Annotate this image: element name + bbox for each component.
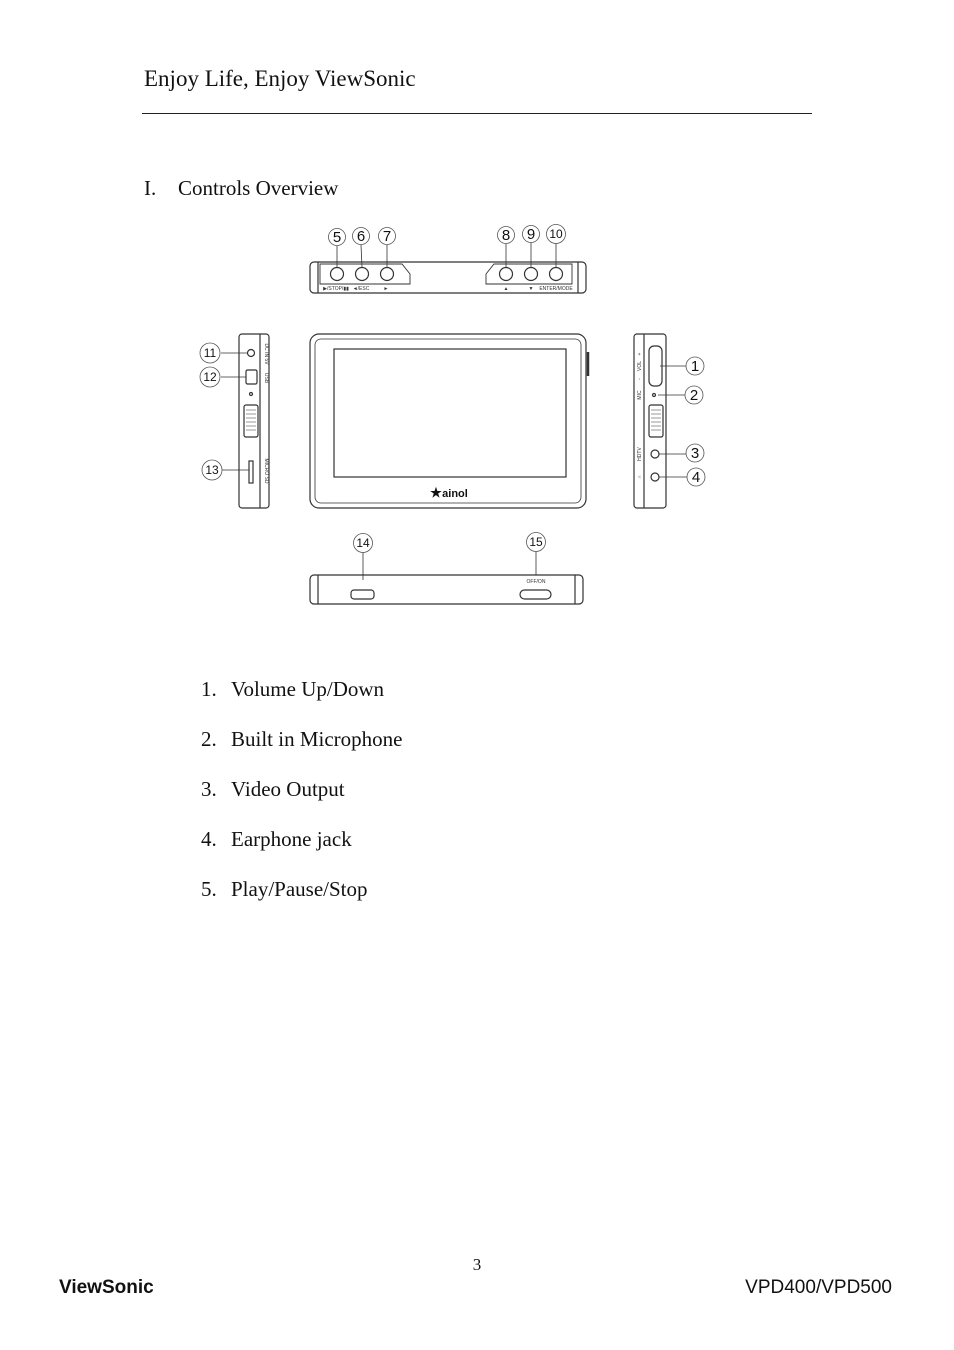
label-micro-sd: MICRO SD (263, 458, 269, 484)
callout-6: 6 (356, 228, 366, 245)
label-hdtv: HDTV (637, 447, 643, 461)
callout-12: 12 (203, 370, 217, 384)
microphone-hole (653, 394, 656, 397)
callout-5: 5 (332, 229, 342, 246)
callout-13: 13 (205, 463, 219, 477)
label-usb: USB (263, 372, 269, 384)
callout-1: 1 (690, 358, 700, 375)
list-item-text: Volume Up/Down (231, 677, 385, 701)
callout-3: 3 (690, 445, 700, 462)
label-down: ▼ (528, 286, 534, 292)
callout-11: 11 (203, 346, 217, 360)
lanyard-hole (351, 590, 374, 599)
list-item-number: 3. (201, 777, 217, 801)
callout-14: 14 (356, 536, 370, 550)
callout-7: 7 (382, 228, 392, 245)
back-esc-button (356, 268, 369, 281)
label-up: ▲ (503, 286, 509, 292)
list-item-text: Built in Microphone (231, 727, 403, 751)
label-off-on: OFF/ON (526, 579, 546, 585)
list-item (201, 827, 352, 852)
device-left-side-view (221, 334, 269, 508)
play-pause-stop-button (331, 268, 344, 281)
callout-9: 9 (526, 226, 536, 243)
page-header-title: Enjoy Life, Enjoy ViewSonic (144, 66, 416, 91)
device-right-side-view (634, 334, 687, 508)
list-item-number: 5. (201, 877, 217, 901)
label-vol-minus: - (637, 378, 643, 380)
label-vol-plus: + (637, 352, 643, 356)
label-esc: ◄/ESC (352, 286, 370, 292)
label-dc-in: DC IN 5V (263, 343, 269, 365)
device-front-view (310, 334, 588, 508)
down-button (525, 268, 538, 281)
device-bottom-view (310, 551, 583, 604)
dc-in-port (248, 350, 255, 357)
page-number: 3 (472, 1255, 482, 1274)
list-item-number: 4. (201, 827, 217, 851)
list-item (201, 677, 384, 702)
section-number: I. (144, 176, 157, 200)
label-play-stop: ▶/STOP/▮▮ (323, 286, 349, 292)
list-item (201, 727, 403, 752)
forward-button (381, 268, 394, 281)
callout-15: 15 (529, 535, 543, 549)
callout-8: 8 (501, 227, 511, 244)
list-item-number: 1. (201, 677, 217, 701)
list-item (201, 777, 345, 802)
usb-port (246, 370, 257, 384)
brand-logo: ainol (442, 488, 468, 500)
enter-mode-button (550, 268, 563, 281)
label-right: ► (383, 286, 389, 292)
device-controls-diagram (0, 0, 954, 640)
section-title: Controls Overview (178, 176, 339, 200)
list-item-text: Video Output (231, 777, 345, 801)
label-mic: MIC (637, 390, 643, 400)
list-item-text: Earphone jack (231, 827, 352, 851)
label-vol: VOL (637, 360, 643, 372)
earphone-jack (651, 473, 659, 481)
video-out-port (651, 450, 659, 458)
list-item-number: 2. (201, 727, 217, 751)
micro-sd-slot (249, 461, 253, 483)
list-item (201, 877, 368, 902)
callout-4: 4 (691, 469, 701, 486)
callout-10: 10 (549, 227, 563, 241)
label-enter-mode: ENTER/MODE (539, 286, 573, 292)
power-switch (520, 590, 551, 599)
footer-brand: ViewSonic (59, 1277, 154, 1298)
up-button (500, 268, 513, 281)
screen (334, 349, 566, 477)
label-earphone: ∩ (637, 475, 643, 479)
brand-logo-star-icon: ★ (430, 485, 442, 500)
list-item-text: Play/Pause/Stop (231, 877, 368, 901)
callout-2: 2 (689, 387, 699, 404)
footer-model: VPD400/VPD500 (745, 1277, 892, 1298)
